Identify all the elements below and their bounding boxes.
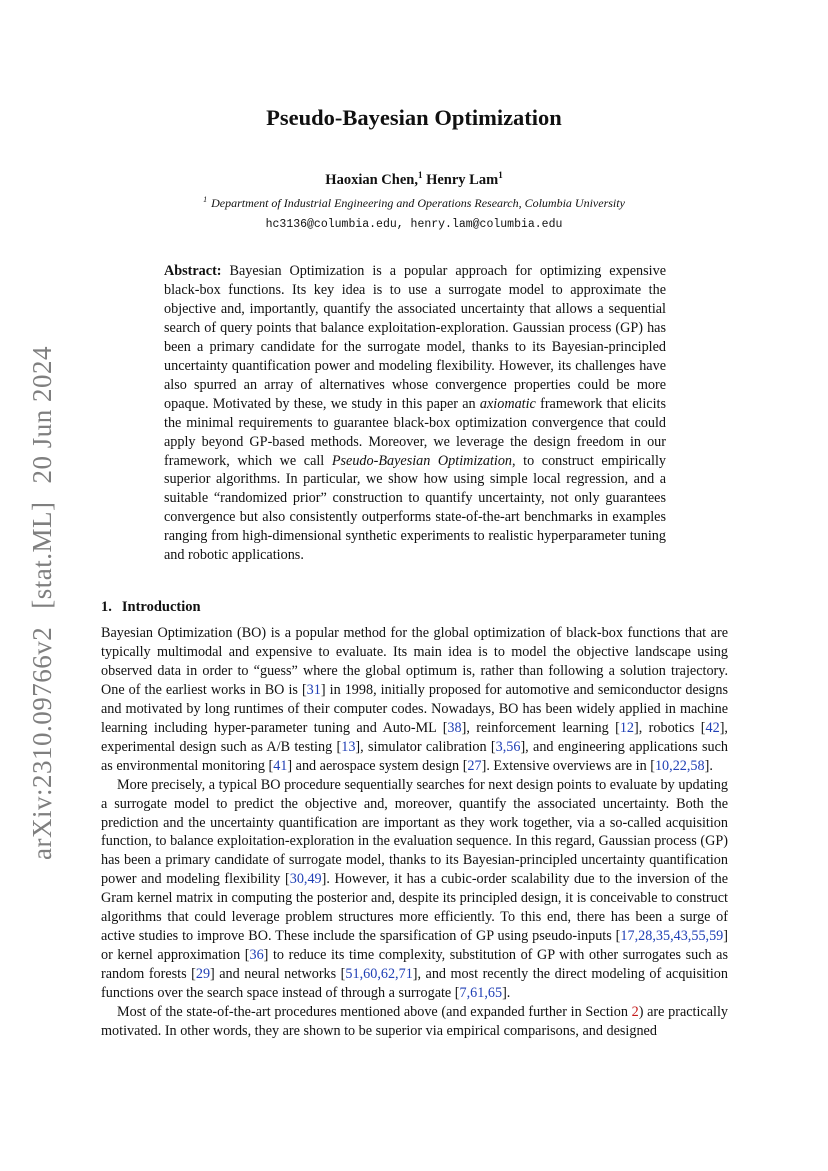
author-name: Henry Lam xyxy=(426,171,499,188)
citation-link[interactable]: 36 xyxy=(249,947,264,964)
paragraph-text: Bayesian Optimization (BO) is a popular method for the global optimization of black-box functions that are typically multimodal and expensive to evaluate. Its main idea is to model the objective landscape using observed data in order to “guess” where the global optimum is, rather than following a solution trajectory. One of the earliest works in BO is [ xyxy=(101,625,728,698)
section-heading xyxy=(101,599,201,616)
citation-link[interactable]: 30,49 xyxy=(289,871,322,888)
citation-link[interactable]: 10,22,58 xyxy=(654,757,705,774)
citation-link[interactable]: 7,61,65 xyxy=(459,985,503,1002)
citation-link[interactable]: 41 xyxy=(273,757,288,774)
paper-title: Pseudo-Bayesian Optimization xyxy=(266,105,562,130)
citation-link[interactable]: 17,28,35,43,55,59 xyxy=(620,928,724,945)
citation-link[interactable]: 31 xyxy=(306,681,321,698)
paragraph-text: ] and aerospace system design [ xyxy=(287,757,468,774)
paragraph-text: ], experimental design such as A/B testing [ xyxy=(101,719,728,755)
author-affil-mark: 1 xyxy=(498,170,503,180)
paragraph-text: More precisely, a typical BO procedure sequentially searches for next design points to evaluate by updating a surrogate model to predict the objective and, moreover, quantify the associated uncertainty. Both the prediction and the uncertainty quantification are important as they work together, via a so-called acquisition function, to balance exploitation-exploration in the evaluation sequence. In this regard, Gaussian process (GP) has been a primary candidate of surrogate model, thanks to its Bayesian-principled uncertainty quantification power and modeling flexibility [ xyxy=(101,776,728,888)
author-affil-mark: 1 xyxy=(417,170,423,180)
paragraph-text: ], simulator calibration [ xyxy=(355,738,496,755)
section-title: Introduction xyxy=(121,599,201,615)
author-emails[interactable]: hc3136@columbia.edu, henry.lam@columbia.edu xyxy=(265,218,563,231)
paragraph-text: ], robotics [ xyxy=(634,719,706,736)
affiliation-text: Department of Industrial Engineering and Operations Research, Columbia University xyxy=(211,196,625,210)
paragraph-text: ], reinforcement learning [ xyxy=(461,719,620,736)
paragraph-text: ] and neural networks [ xyxy=(210,966,346,983)
arxiv-stamp xyxy=(24,340,60,860)
affiliation xyxy=(0,195,828,211)
citation-link[interactable]: 12 xyxy=(619,719,635,736)
author-name: Haoxian Chen, xyxy=(325,171,418,188)
affiliation-mark: 1 xyxy=(203,195,208,204)
paragraph-text: ] in 1998, initially proposed for automotive and semiconductor designs and motivated by long runtimes of their computer codes. Nowadays, BO has been widely applied in machine learning including hyper-parameter tuning and Auto-ML [ xyxy=(101,681,728,736)
abstract-text: , to construct empirically superior algorithms. In particular, we show how using simple local regression, and a suitable “randomized prior” construction to quantify uncertainty, not only guarantees convergence but also consistently outperforms state-of-the-art benchmarks in examples ranging from high-dimensional synthetic experiments to realistic hyperparameter tuning and robotic applications. xyxy=(164,452,666,564)
paragraph-text: ], and engineering applications such as environmental monitoring [ xyxy=(101,738,728,774)
paragraph-text: ]. Extensive overviews are in [ xyxy=(481,757,655,774)
paragraph-text: ], and most recently the direct modeling of acquisition functions over the search space instead of through a surrogate [ xyxy=(101,966,728,1002)
abstract-text: framework that elicits the minimal requirements to guarantee black-box optimization convergence that could apply beyond GP-based methods. Moreover, we leverage the design freedom in our framework, which we call xyxy=(164,395,666,469)
abstract-text: Bayesian Optimization is a popular approach for optimizing expensive black-box functions. Its key idea is to use a surrogate model to approximate the objective and, importantly, quantify the associated uncertainty that allows a sequential search of query points that balance exploitation-exploration. Gaussian process (GP) has been a primary candidate for the surrogate model, thanks to its Bayesian-principled uncertainty quantification power and modeling flexibility. However, its challenges have also spurred an array of alternatives whose convergence properties could be more opaque. Motivated by these, we study in this paper an xyxy=(164,263,666,412)
abstract-emphasis: Pseudo-Bayesian Optimization xyxy=(331,452,513,469)
paragraph-text: ] or kernel approximation [ xyxy=(101,928,728,964)
paragraph-text: ] to reduce its time complexity, substitution of GP with other surrogates such as random forests [ xyxy=(101,947,729,983)
paragraph-text: ]. However, it has a cubic-order scalability due to the inversion of the Gram kernel matrix in computing the posterior and, despite its principled design, it is conceivable to construct algorithms that could leverage problem structures more efficiently. To this end, there has been a surge of active studies to improve BO. These include the sparsification of GP using pseudo-inputs [ xyxy=(101,871,728,945)
citation-link[interactable]: 29 xyxy=(195,966,211,983)
citation-link[interactable]: 27 xyxy=(467,757,482,774)
paragraph-text: Most of the state-of-the-art procedures mentioned above (and expanded further in Section xyxy=(117,1004,632,1021)
paragraph-text: ]. xyxy=(502,985,511,1002)
abstract-emphasis: axiomatic xyxy=(479,395,536,412)
citation-link[interactable]: 38 xyxy=(447,719,462,736)
section-number: 1. xyxy=(101,599,112,615)
citation-link[interactable]: 3,56 xyxy=(495,738,521,755)
paragraph-text: ]. xyxy=(704,757,713,774)
citation-link[interactable]: 51,60,62,71 xyxy=(345,966,413,983)
arxiv-category: [stat.ML] xyxy=(27,501,57,609)
citation-link[interactable]: 42 xyxy=(705,719,720,736)
abstract xyxy=(164,262,666,565)
section-reference-link[interactable]: 2 xyxy=(631,1004,639,1021)
abstract-label: Abstract: xyxy=(164,263,222,279)
arxiv-date: 20 Jun 2024 xyxy=(27,346,57,484)
paragraph-text: ) are practically motivated. In other words, they are shown to be superior via empirical comparisons, and designed xyxy=(101,1004,728,1040)
paragraph xyxy=(101,776,728,1003)
arxiv-id[interactable]: arXiv:2310.09766v2 xyxy=(27,626,57,860)
paragraph xyxy=(101,1003,728,1041)
author-list xyxy=(0,170,828,189)
section-body xyxy=(101,624,728,1041)
paragraph xyxy=(101,624,728,776)
citation-link[interactable]: 13 xyxy=(341,738,356,755)
